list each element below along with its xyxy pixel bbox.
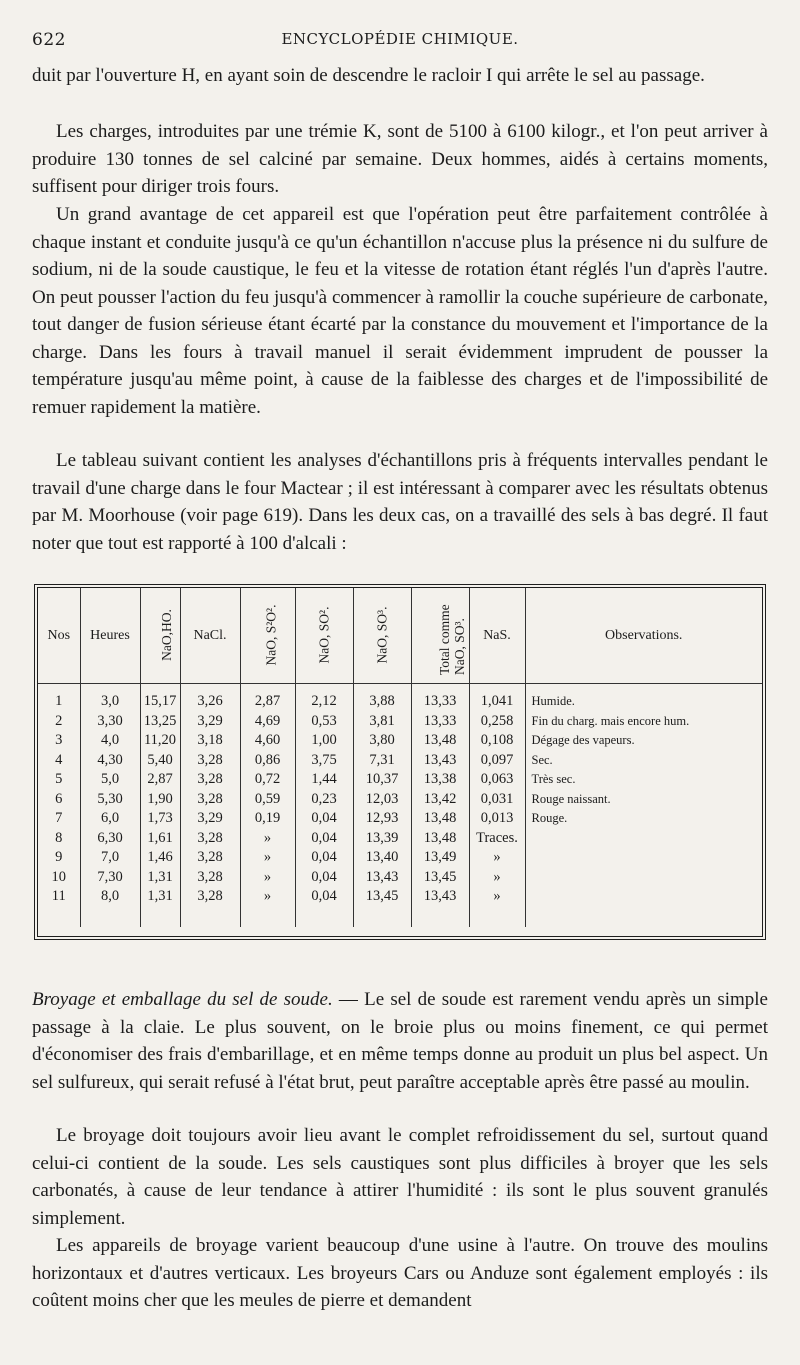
table-cell: Fin du charg. mais encore hum. — [525, 712, 762, 732]
table-cell: 13,48 — [411, 731, 469, 751]
table-cell: 11 — [51, 888, 66, 904]
table-cell: Sec. — [525, 751, 762, 771]
paragraph-6: Le broyage doit toujours avoir lieu avant le complet refroidissement du sel, surtout quand celui-ci contient de la soude. Les sels caustiques sont plus difficiles à broyer que les sels carbonatés, à cause de leur tendance à attirer l'humidité : ils sont le plus souvent granulés simplement. — [32, 1125, 768, 1229]
table-cell: 13,45 — [411, 868, 469, 888]
table-cell: 12,03 — [353, 790, 411, 810]
table-cell: Rouge. — [525, 809, 762, 829]
table-cell: 3,26 — [180, 684, 240, 712]
table-cell: 0,108 — [469, 731, 525, 751]
table-cell: 3,28 — [180, 770, 240, 790]
table-cell: 0,013 — [469, 809, 525, 829]
table-row — [38, 731, 762, 751]
table-cell: 3,28 — [180, 887, 240, 927]
table-cell: 3,81 — [353, 712, 411, 732]
col-header-nos: Nos — [38, 588, 80, 684]
table-cell: 5,40 — [140, 751, 180, 771]
table-cell: 1,00 — [295, 731, 353, 751]
table-cell: 0,258 — [469, 712, 525, 732]
table-cell: 15,17 — [140, 684, 180, 712]
table-cell: 2,87 — [240, 684, 295, 712]
page-number: 622 — [32, 30, 66, 50]
table-cell: 13,33 — [411, 712, 469, 732]
table-cell: 7 — [55, 810, 63, 826]
table-row — [38, 770, 762, 790]
table-cell: 1,90 — [140, 790, 180, 810]
table-cell: 2,87 — [140, 770, 180, 790]
table-cell: 10,37 — [353, 770, 411, 790]
table-cell: 9 — [55, 849, 63, 865]
table-cell: » — [469, 887, 525, 927]
table-cell: 13,43 — [353, 868, 411, 888]
table-cell: 13,48 — [411, 809, 469, 829]
paragraph-4: Le tableau suivant contient les analyses d'échantillons pris à fréquents intervalles pendant le travail d'une charge dans le four Mactear ; il est intéressant à comparer avec les résultats obtenus par M. Moorhouse (voir page 619). Dans les deux cas, on a travaillé des sels à bas degré. Il faut noter que tout est rapporté à 100 d'alcali : — [32, 450, 768, 554]
col-header-nao-so3: NaO, SO³. — [353, 588, 411, 684]
paragraph-3: Un grand avantage de cet appareil est que l'opération peut être parfaitement contrôlée à chaque instant et conduite jusqu'à ce qu'un échantillon n'accuse plus la présence ni du sulfure de sodium, ni de la soude caustique, le feu et la vitesse de rotation étant réglés l'un d'après l'autre. On peut pousser l'action du feu jusqu'à commencer à ramollir la couche supérieure de carbonate, tout danger de fusion sérieuse étant écarté par la constance du mouvement et l'importance de la charge. Dans les fours à travail manuel il serait évidemment imprudent de pousser la température jusqu'au même point, à cause de la faiblesse des charges et de l'impossibilité de remuer rapidement la matière. — [32, 204, 768, 418]
table-cell: 0,53 — [295, 712, 353, 732]
table-cell: Traces. — [469, 829, 525, 849]
table-cell: 13,25 — [140, 712, 180, 732]
table-row — [38, 829, 762, 849]
table-cell — [525, 848, 762, 868]
col-header-total: Total comme NaO, SO³. — [411, 588, 469, 684]
table-cell: 3,28 — [180, 868, 240, 888]
table-cell: 13,45 — [353, 887, 411, 927]
table-cell — [525, 868, 762, 888]
table-row — [38, 790, 762, 810]
paragraph-2: Les charges, introduites par une trémie K, sont de 5100 à 6100 kilogr., et l'on peut arriver à produire 130 tonnes de sel calciné par semaine. Deux hommes, aidés à certains moments, suffisent pour diriger trois fours. — [32, 121, 768, 197]
table-cell: 7,30 — [80, 868, 140, 888]
table-cell: Très sec. — [525, 770, 762, 790]
paragraph-7: Les appareils de broyage varient beaucoup d'une usine à l'autre. On trouve des moulins horizontaux et d'autres verticaux. Les broyeurs Cars ou Anduze sont également employés : ils coûtent moins cher que les meules de pierre et demandent — [32, 1235, 768, 1311]
table-row — [38, 809, 762, 829]
table-cell: » — [240, 868, 295, 888]
col-header-nao-s2o2: NaO, S²O². — [240, 588, 295, 684]
section-paragraph — [32, 986, 768, 1096]
table-cell: 1,44 — [295, 770, 353, 790]
table-cell: 0,04 — [295, 829, 353, 849]
analysis-table — [34, 584, 766, 940]
table-cell: 4,69 — [240, 712, 295, 732]
table-cell: 0,86 — [240, 751, 295, 771]
table-cell: 4,0 — [80, 731, 140, 751]
table-cell: 13,43 — [411, 887, 469, 927]
table-cell: Rouge naissant. — [525, 790, 762, 810]
table-cell: 5 — [55, 771, 63, 787]
col-header-nacl: NaCl. — [180, 588, 240, 684]
table-cell: 12,93 — [353, 809, 411, 829]
table-cell: Dégage des vapeurs. — [525, 731, 762, 751]
table-cell: 13,33 — [411, 684, 469, 712]
section-title: Broyage et emballage du sel de soude. — [32, 989, 333, 1010]
table-cell: 3,88 — [353, 684, 411, 712]
col-header-naoho: NaO,HO. — [140, 588, 180, 684]
table-cell: 8 — [55, 829, 63, 846]
table-cell: Humide. — [525, 684, 762, 712]
table-cell: 13,43 — [411, 751, 469, 771]
table-cell: 3,80 — [353, 731, 411, 751]
table-cell: 3,28 — [180, 848, 240, 868]
table-header-row — [38, 588, 762, 684]
table-cell: 0,04 — [295, 848, 353, 868]
table-cell — [525, 887, 762, 927]
table-cell: 4 — [55, 751, 63, 768]
table-cell: 4,60 — [240, 731, 295, 751]
table-cell: 13,40 — [353, 848, 411, 868]
table-cell: 10 — [51, 868, 66, 885]
table-cell: 0,19 — [240, 809, 295, 829]
table-cell: 0,23 — [295, 790, 353, 810]
table-cell: 5,0 — [80, 770, 140, 790]
table-cell: 3,0 — [80, 684, 140, 712]
table-cell: 1,041 — [469, 684, 525, 712]
table-row — [38, 684, 762, 712]
table-cell: » — [240, 848, 295, 868]
table-cell: 8,0 — [80, 887, 140, 927]
table-cell: 11,20 — [140, 731, 180, 751]
table-cell: 3,28 — [180, 751, 240, 771]
table-cell: 1,61 — [140, 829, 180, 849]
table-cell: 2 — [55, 712, 63, 729]
table-cell: 1,73 — [140, 809, 180, 829]
table-row — [38, 887, 762, 927]
table-cell: 1,31 — [140, 868, 180, 888]
table-cell: 3,75 — [295, 751, 353, 771]
col-header-observations: Observations. — [525, 588, 762, 684]
col-header-nas: NaS. — [469, 588, 525, 684]
table-cell: 7,0 — [80, 848, 140, 868]
table-cell: 1 — [55, 693, 63, 709]
table-cell: 13,39 — [353, 829, 411, 849]
col-header-heures: Heures — [80, 588, 140, 684]
table-row — [38, 712, 762, 732]
table-cell: 0,031 — [469, 790, 525, 810]
table-cell: 0,063 — [469, 770, 525, 790]
table-row — [38, 868, 762, 888]
table-cell: » — [469, 848, 525, 868]
table-cell: 5,30 — [80, 790, 140, 810]
table-cell: 3,28 — [180, 790, 240, 810]
table-cell: 13,49 — [411, 848, 469, 868]
table-cell: 6,0 — [80, 809, 140, 829]
table-cell: 1,46 — [140, 848, 180, 868]
table-cell: 0,04 — [295, 887, 353, 927]
running-title: ENCYCLOPÉDIE CHIMIQUE. — [281, 30, 519, 48]
table-cell: 0,04 — [295, 809, 353, 829]
table-cell: 7,31 — [353, 751, 411, 771]
table-cell: 3,28 — [180, 829, 240, 849]
table-row — [38, 751, 762, 771]
table-cell: 13,48 — [411, 829, 469, 849]
table-cell: 6 — [55, 790, 63, 807]
table-cell: 0,72 — [240, 770, 295, 790]
table-cell: 3,29 — [180, 809, 240, 829]
paragraph-1: duit par l'ouverture H, en ayant soin de descendre le racloir I qui arrête le sel au passage. — [32, 65, 705, 86]
table-cell: 3,18 — [180, 731, 240, 751]
table-cell: 3 — [55, 732, 63, 748]
page-header — [32, 30, 768, 54]
table-cell — [525, 829, 762, 849]
table-cell: 2,12 — [295, 684, 353, 712]
section-intro: — Le sel de soude est rarement vendu après un simple passage à la claie. Le plus souvent, on le broie plus ou moins finement, ce qui permet d'économiser des frais d'embarillage, et en même temps donne au produit un plus bel aspect. Un sel sulfureux, qui serait refusé à l'état brut, peut paraître acceptable après être passé au moulin. — [32, 989, 768, 1093]
table-cell: 13,38 — [411, 770, 469, 790]
table-cell: » — [469, 868, 525, 888]
table-cell: 0,04 — [295, 868, 353, 888]
table-cell: 0,59 — [240, 790, 295, 810]
table-row — [38, 848, 762, 868]
table-cell: 0,097 — [469, 751, 525, 771]
table-cell: 4,30 — [80, 751, 140, 771]
table-cell: 13,42 — [411, 790, 469, 810]
table-cell: 3,30 — [80, 712, 140, 732]
table-cell: 6,30 — [80, 829, 140, 849]
table-cell: 3,29 — [180, 712, 240, 732]
col-header-nao-so2: NaO, SO². — [295, 588, 353, 684]
table-cell: » — [240, 829, 295, 849]
table-cell: » — [240, 887, 295, 927]
table-cell: 1,31 — [140, 887, 180, 927]
